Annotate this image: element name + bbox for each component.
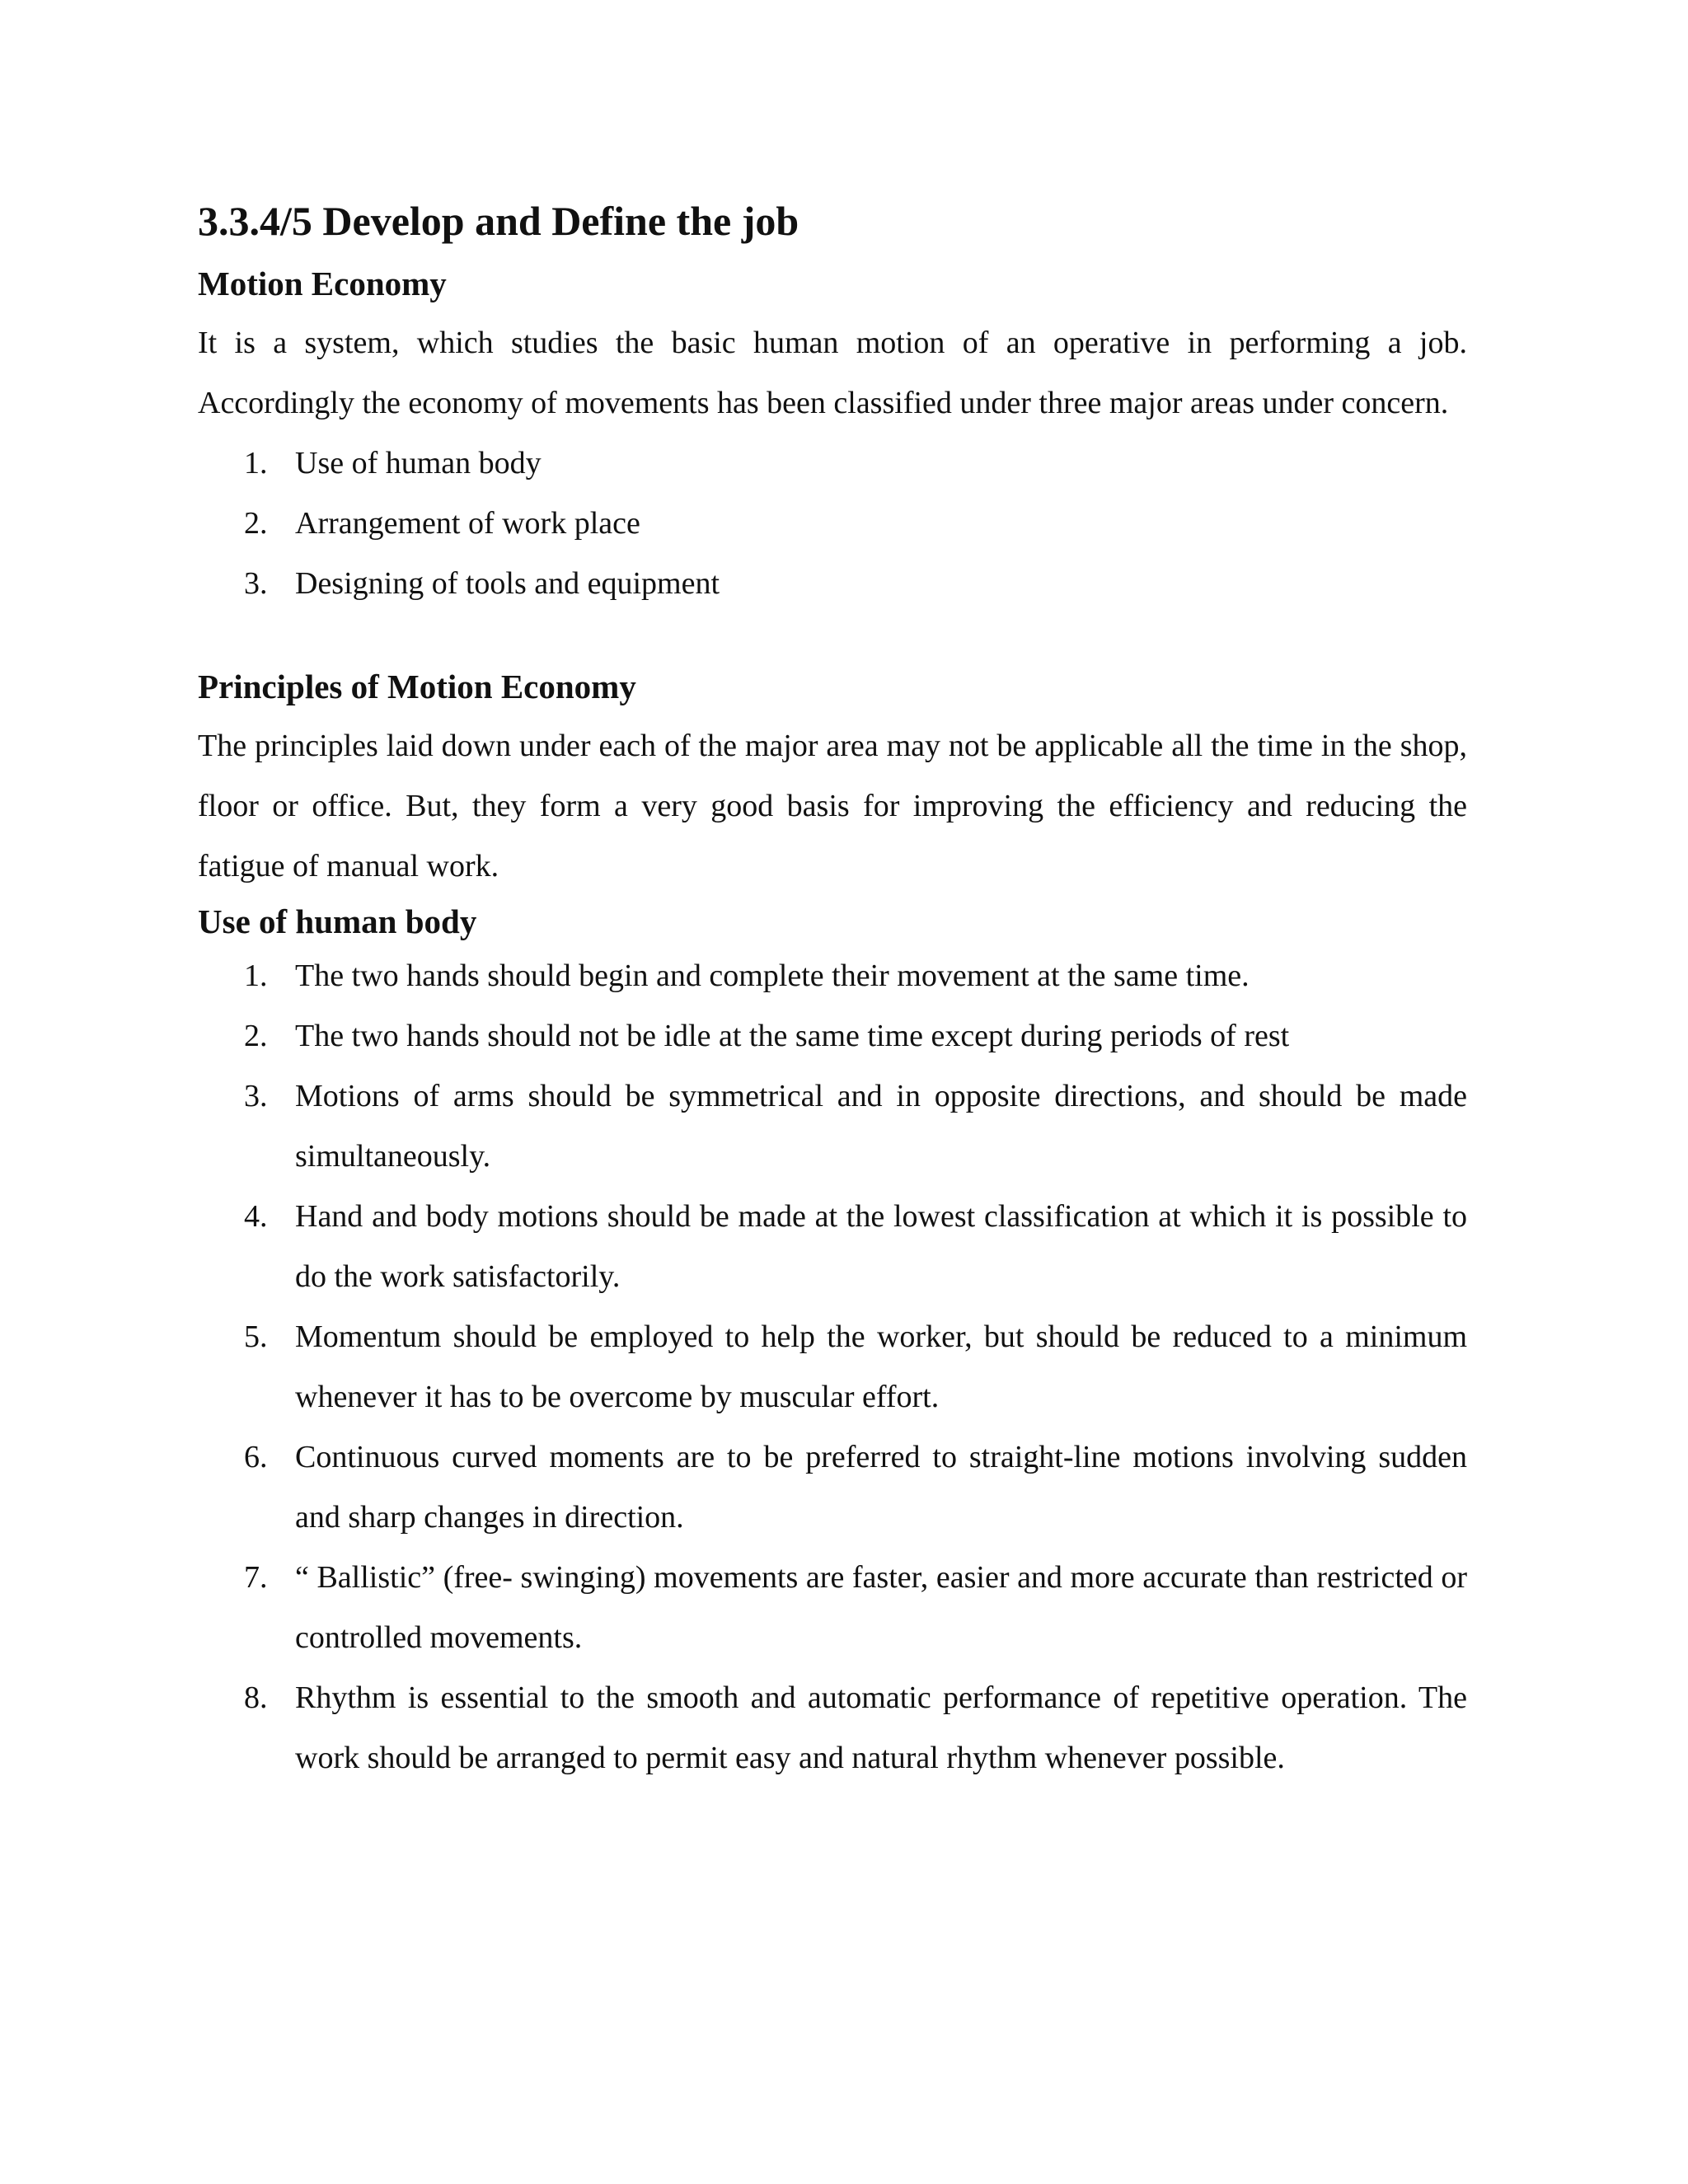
list-item — [198, 1006, 1467, 1066]
list-item — [198, 434, 1467, 494]
list-item — [198, 1066, 1467, 1187]
list-item-number: 5. — [244, 1319, 268, 1354]
list-item-text: The two hands should begin and complete their movement at the same time. — [295, 958, 1250, 993]
list-item-text: Continuous curved moments are to be preferred to straight-line motions involving sudden and sharp changes in direction. — [295, 1440, 1467, 1535]
list-item-text: Arrangement of work place — [295, 506, 640, 541]
list-item-number: 7. — [244, 1560, 268, 1595]
page-title: 3.3.4/5 Develop and Define the job — [198, 198, 799, 244]
list-item-number: 3. — [244, 566, 268, 601]
principles-heading: Principles of Motion Economy — [198, 668, 636, 705]
list-item-number: 1. — [244, 446, 268, 480]
list-item — [198, 554, 1467, 614]
list-item-text: Motions of arms should be symmetrical and in opposite directions, and should be made simultaneously. — [295, 1079, 1467, 1174]
list-item-number: 8. — [244, 1680, 268, 1715]
list-item-text: Hand and body motions should be made at the lowest classification at which it is possible to do the work satisfactorily. — [295, 1199, 1467, 1294]
list-item-number: 4. — [244, 1199, 268, 1234]
list-item — [198, 946, 1467, 1006]
list-item-number: 2. — [244, 1019, 268, 1053]
list-item — [198, 1668, 1467, 1788]
motion-economy-areas-list — [198, 434, 1467, 614]
list-item-number: 1. — [244, 958, 268, 993]
list-item — [198, 1427, 1467, 1548]
list-item-text: The two hands should not be idle at the same time except during periods of rest — [295, 1019, 1290, 1053]
list-item — [198, 494, 1467, 554]
list-item — [198, 1548, 1467, 1668]
list-item-text: Momentum should be employed to help the worker, but should be reduced to a minimum whenever it has to be overcome by muscular effort. — [295, 1319, 1467, 1414]
use-of-human-body-list — [198, 946, 1467, 1788]
motion-economy-paragraph: It is a system, which studies the basic human motion of an operative in performing a job. Accordingly the economy of movements has been classified under three major areas under concern. — [198, 326, 1467, 420]
list-item-text: Rhythm is essential to the smooth and automatic performance of repetitive operation. The work should be arranged to permit easy and natural rhythm whenever possible. — [295, 1680, 1467, 1775]
document-page — [198, 194, 1467, 1788]
motion-economy-heading: Motion Economy — [198, 265, 447, 302]
use-of-human-body-heading: Use of human body — [198, 902, 477, 940]
list-item — [198, 1187, 1467, 1307]
list-item-number: 3. — [244, 1079, 268, 1113]
principles-paragraph: The principles laid down under each of the major area may not be applicable all the time in the shop, floor or office. But, they form a very good basis for improving the efficiency and reducing the fatigue of manual work. — [198, 729, 1467, 883]
list-item-number: 6. — [244, 1440, 268, 1474]
list-item-text: Designing of tools and equipment — [295, 566, 720, 601]
list-item — [198, 1307, 1467, 1427]
list-item-text: “ Ballistic” (free- swinging) movements are faster, easier and more accurate than restricted or controlled movements. — [295, 1560, 1467, 1655]
list-item-text: Use of human body — [295, 446, 542, 480]
list-item-number: 2. — [244, 506, 268, 541]
